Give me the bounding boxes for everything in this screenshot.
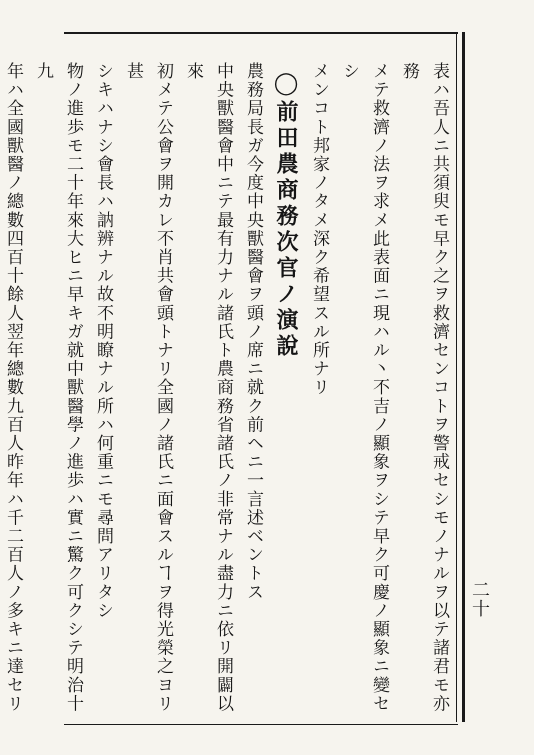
text-column: シキハナシ會長ハ訥辨ナル故不明瞭ナル所ハ何重ニモ尋問アリタシ <box>93 62 113 620</box>
margin-rule-outer <box>462 32 465 722</box>
text-column: 年ハ全國獸醫ノ總數四百十餘人翌年總數九百人昨年ハ千二百人ノ多キニ達セリ <box>3 62 23 713</box>
text-column: 農務局長ガ今度中央獸醫會ヲ頭ノ席ニ就ク前ヘニ一言述ベントス <box>243 62 263 602</box>
margin-rule-inner <box>456 32 457 722</box>
text-column: 初メテ公會ヲ開カレ不肖共會頭トナリ全國ノ諸氏ニ面會スルヿヲ得光榮之ヨリ甚 <box>123 62 173 713</box>
text-column: 物ノ進歩モ二十年來大ヒニ早キガ就中獸醫學ノ進歩ハ實ニ驚ク可クシテ明治十九 <box>33 62 83 713</box>
text-body <box>3 62 454 722</box>
text-column: メテ救濟ノ法ヲ求メ此表面ニ現ハル丶不吉ノ顯象ヲシテ早ク可慶ノ顯象ニ變セシ <box>339 62 389 713</box>
section-title <box>268 70 304 708</box>
section-title-text: 前田農商務次官ノ演說 <box>273 100 299 360</box>
circle-mark: ◯ <box>273 70 299 100</box>
text-column: 中央獸醫會中ニテ最有力ナル諸氏ト農商務省諸氏ノ非常ナル盡力ニ依リ開闢以來 <box>183 62 233 713</box>
page-number: 二十 <box>469 580 490 618</box>
text-column: 表ハ吾人ニ共須臾モ早ク之ヲ救濟センコトヲ警戒セシモノナルヲ以テ諸君モ亦務 <box>399 62 449 713</box>
text-column: メンコト邦家ノタメ深ク希望スル所ナリ <box>309 62 329 397</box>
